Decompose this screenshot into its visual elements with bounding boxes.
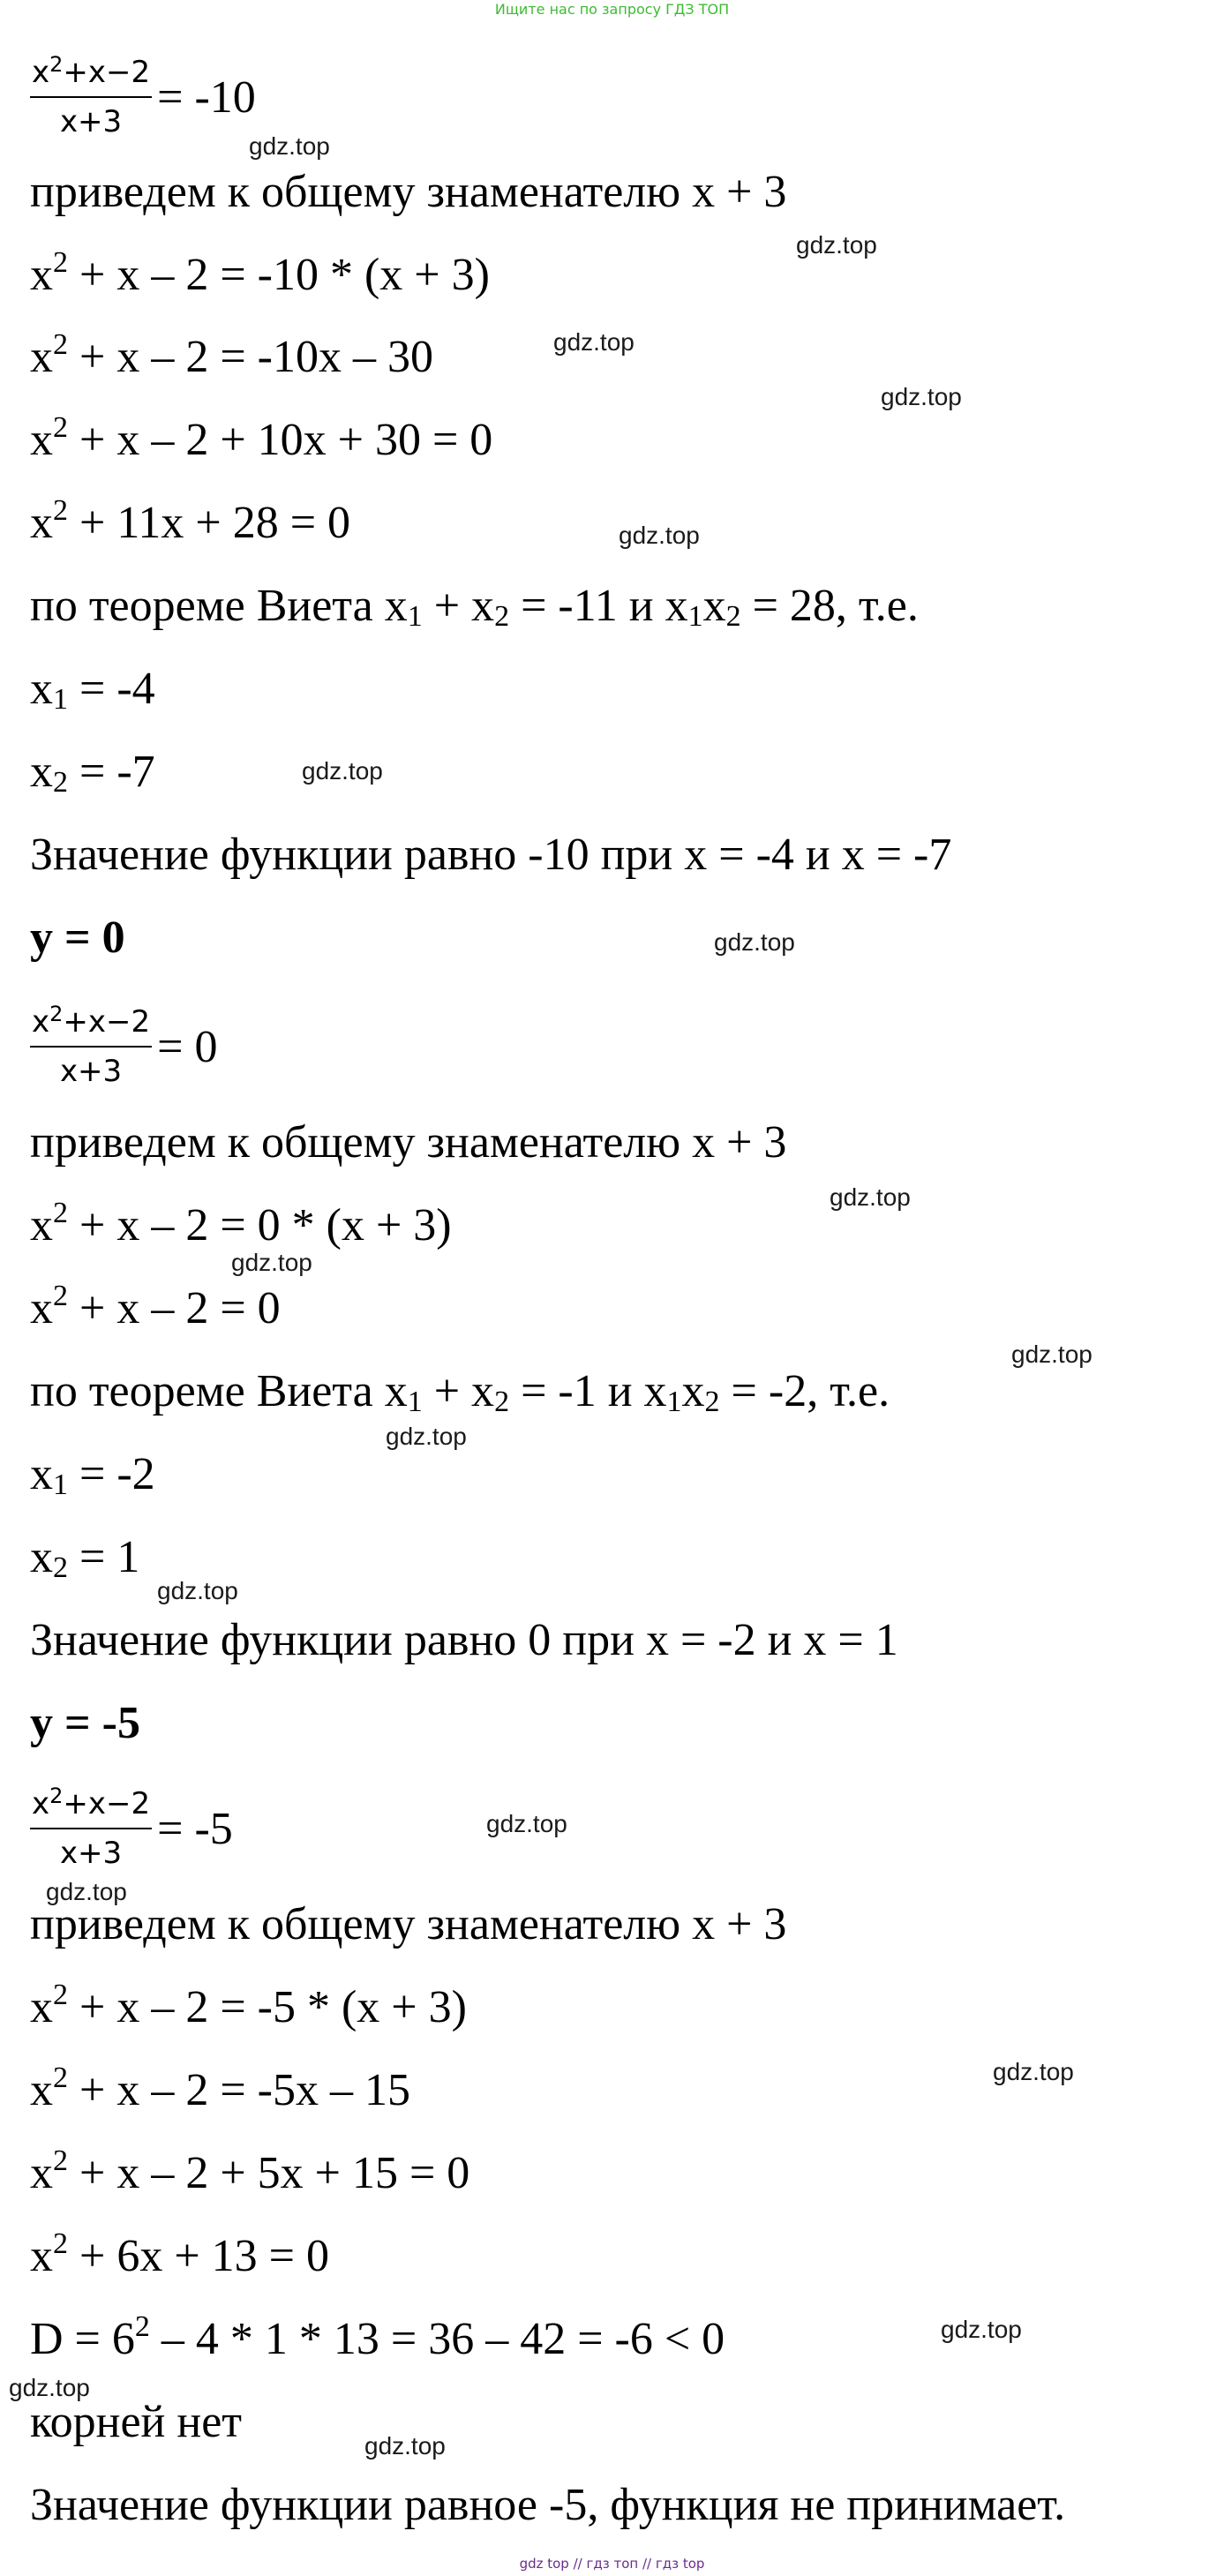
watermark: gdz.top xyxy=(993,2058,1074,2085)
fraction xyxy=(30,1784,152,1874)
common-denominator-line: приведем к общему знаменателю x + 3 xyxy=(30,1899,787,1949)
equation-step: $x^2 + x - 2 + 5x + 15 = 0$ xyxy=(30,2144,470,2198)
section-heading: y = -5 xyxy=(30,1698,140,1748)
watermark: gdz.top xyxy=(941,2316,1022,2343)
fraction-numerator: $x^2+x-2$ xyxy=(30,52,152,98)
equation-step: $x^2 + x - 2 = -10x - 30$ xyxy=(30,328,433,382)
equation-step: $x^2 + x - 2 = 0 * (x + 3)$ xyxy=(30,1197,452,1250)
fraction-denominator: x+3 xyxy=(59,1054,123,1089)
watermark: gdz.top xyxy=(157,1577,238,1604)
fraction-rhs: = 0 xyxy=(157,1021,218,1072)
watermark: gdz.top xyxy=(9,2374,90,2401)
vieta-line: по теореме Виета $x_1 + x_2 = -1$ и $x_1x_2 = -2$, т.е. xyxy=(30,1366,890,1418)
watermark: gdz.top xyxy=(619,522,700,549)
result-line: Значение функции равное -5, функция не принимает. xyxy=(30,2480,1066,2530)
watermark: gdz.top xyxy=(553,328,635,356)
watermark: gdz.top xyxy=(386,1423,467,1450)
header-note: Ищите нас по запросу ГДЗ ТОП xyxy=(494,1,730,18)
fraction-denominator: x+3 xyxy=(59,104,123,139)
watermark: gdz.top xyxy=(714,928,795,956)
watermark: gdz.top xyxy=(486,1810,567,1837)
fraction-equation-c xyxy=(30,1776,233,1881)
fraction-rhs: = -10 xyxy=(157,71,256,123)
fraction xyxy=(30,52,152,142)
section-heading: y = 0 xyxy=(30,912,125,963)
discriminant-line: $D = 6^2 - 4 * 1 * 13 = 36 - 42 = -6 < 0$ xyxy=(30,2310,725,2364)
watermark: gdz.top xyxy=(830,1183,911,1211)
result-line: Значение функции равно 0 при x = -2 и x = 1 xyxy=(30,1615,898,1665)
equation-step: $x^2 + 6x + 13 = 0$ xyxy=(30,2227,329,2281)
equation-step: $x^2 + x - 2 + 10x + 30 = 0$ xyxy=(30,411,493,465)
watermark: gdz.top xyxy=(231,1249,312,1276)
no-roots-line: корней нет xyxy=(30,2397,242,2447)
footer-note: gdz top // гдз топ // гдз top xyxy=(519,2556,705,2572)
fraction-denominator: x+3 xyxy=(59,1836,123,1871)
root-x1: $x_1 = -4$ xyxy=(30,664,155,716)
common-denominator-line: приведем к общему знаменателю x + 3 xyxy=(30,1117,787,1168)
equation-step: $x^2 + x - 2 = -5 * (x + 3)$ xyxy=(30,1979,467,2032)
watermark: gdz.top xyxy=(796,231,877,259)
root-x2: $x_2 = -7$ xyxy=(30,747,155,799)
watermark: gdz.top xyxy=(364,2432,446,2460)
watermark: gdz.top xyxy=(881,383,962,410)
result-line: Значение функции равно -10 при x = -4 и x = -7 xyxy=(30,830,952,880)
root-x1: $x_1 = -2$ xyxy=(30,1449,155,1501)
watermark: gdz.top xyxy=(46,1878,127,1905)
root-x2: $x_2 = 1$ xyxy=(30,1532,140,1584)
equation-step: $x^2 + x - 2 = -10 * (x + 3)$ xyxy=(30,246,490,300)
watermark: gdz.top xyxy=(249,132,330,160)
fraction-rhs: = -5 xyxy=(157,1803,233,1854)
vieta-line: по теореме Виета $x_1 + x_2 = -11$ и $x_1x_2 = 28$, т.е. xyxy=(30,581,919,633)
common-denominator-line: приведем к общему знаменателю x + 3 xyxy=(30,167,787,217)
fraction-numerator: $x^2+x-2$ xyxy=(30,1784,152,1829)
equation-step: $x^2 + x - 2 = -5x - 15$ xyxy=(30,2062,410,2115)
fraction-equation-b xyxy=(30,994,217,1100)
equation-step: $x^2 + x - 2 = 0$ xyxy=(30,1280,281,1333)
watermark: gdz.top xyxy=(302,757,383,785)
fraction-equation-a xyxy=(30,44,256,150)
fraction-numerator: $x^2+x-2$ xyxy=(30,1002,152,1048)
fraction xyxy=(30,1002,152,1092)
equation-step: $x^2 + 11x + 28 = 0$ xyxy=(30,494,351,548)
watermark: gdz.top xyxy=(1011,1341,1093,1368)
